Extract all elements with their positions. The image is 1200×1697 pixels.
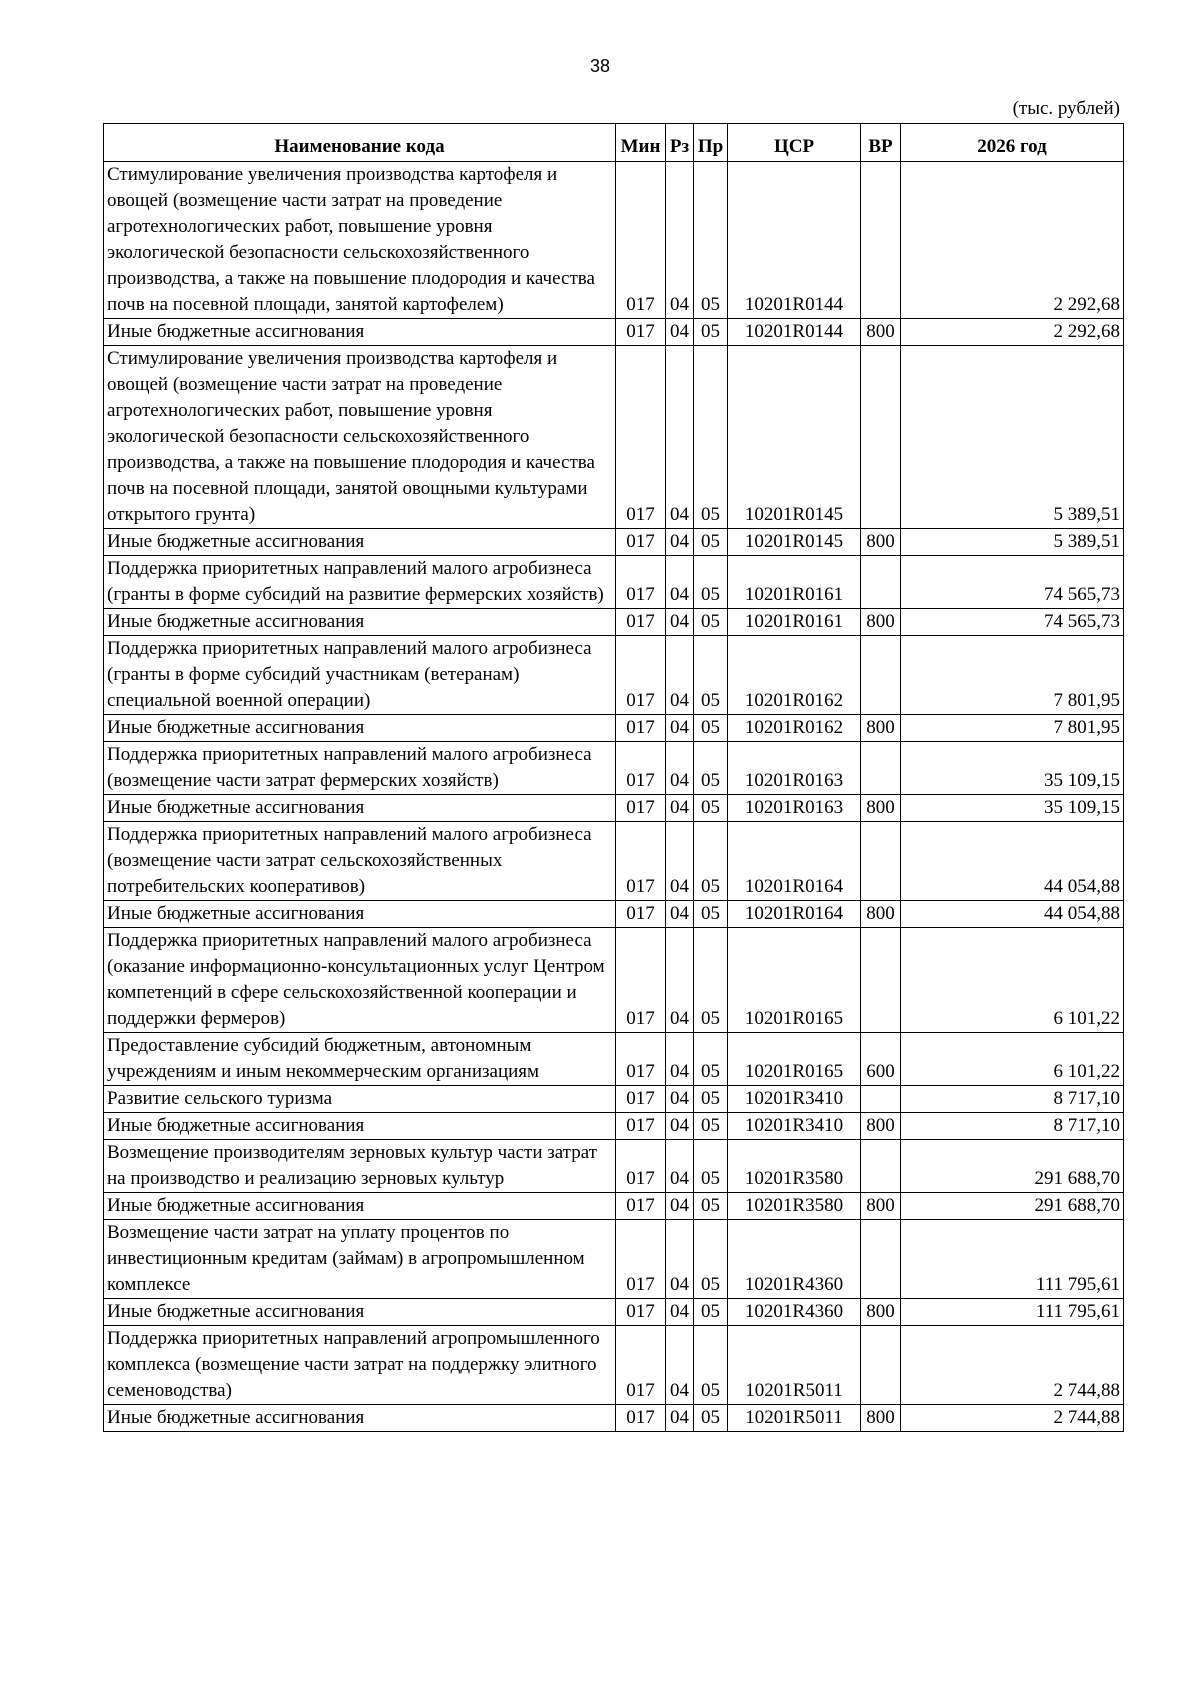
cell-min: 017 (616, 162, 666, 319)
cell-vr: 800 (861, 1405, 901, 1432)
table-row (104, 1140, 1124, 1193)
page-number: 38 (589, 56, 611, 76)
cell-vr: 800 (861, 319, 901, 346)
cell-amount: 111 795,61 (901, 1220, 1124, 1299)
table-row (104, 319, 1124, 346)
cell-csr: 10201R3580 (728, 1193, 861, 1220)
cell-vr (861, 928, 901, 1033)
cell-vr: 800 (861, 609, 901, 636)
cell-csr: 10201R0144 (728, 162, 861, 319)
cell-amount: 35 109,15 (901, 795, 1124, 822)
cell-rz: 04 (666, 1033, 694, 1086)
cell-name: Стимулирование увеличения производства картофеля и овощей (возмещение части затрат на проведение агротехнологических работ, повышение уровня экологической безопасности сельскохозяйственного производства, а также на повышение плодородия и качества почв на посевной площади, занятой картофелем) (104, 162, 616, 319)
table-header-row (104, 124, 1124, 162)
table-row (104, 1033, 1124, 1086)
cell-csr: 10201R0165 (728, 928, 861, 1033)
table-row (104, 1299, 1124, 1326)
cell-amount: 35 109,15 (901, 742, 1124, 795)
cell-vr (861, 346, 901, 529)
cell-min: 017 (616, 319, 666, 346)
header-pr: Пр (694, 124, 728, 162)
cell-csr: 10201R3410 (728, 1113, 861, 1140)
table-row (104, 795, 1124, 822)
cell-vr: 800 (861, 1299, 901, 1326)
cell-min: 017 (616, 1220, 666, 1299)
cell-min: 017 (616, 346, 666, 529)
cell-name: Поддержка приоритетных направлений малого агробизнеса (возмещение части затрат фермерских хозяйств) (104, 742, 616, 795)
cell-min: 017 (616, 1326, 666, 1405)
cell-rz: 04 (666, 822, 694, 901)
cell-vr (861, 636, 901, 715)
cell-csr: 10201R0161 (728, 556, 861, 609)
cell-pr: 05 (694, 1405, 728, 1432)
table-row (104, 742, 1124, 795)
cell-pr: 05 (694, 1140, 728, 1193)
cell-rz: 04 (666, 529, 694, 556)
cell-rz: 04 (666, 742, 694, 795)
cell-min: 017 (616, 928, 666, 1033)
cell-csr: 10201R4360 (728, 1220, 861, 1299)
cell-name: Иные бюджетные ассигнования (104, 901, 616, 928)
cell-pr: 05 (694, 162, 728, 319)
header-year: 2026 год (901, 124, 1124, 162)
cell-amount: 2 744,88 (901, 1405, 1124, 1432)
table-row (104, 636, 1124, 715)
cell-pr: 05 (694, 822, 728, 901)
cell-rz: 04 (666, 928, 694, 1033)
cell-csr: 10201R4360 (728, 1299, 861, 1326)
table-row (104, 1220, 1124, 1299)
cell-rz: 04 (666, 1326, 694, 1405)
cell-pr: 05 (694, 529, 728, 556)
cell-min: 017 (616, 742, 666, 795)
cell-name: Возмещение производителям зерновых культур части затрат на производство и реализацию зерновых культур (104, 1140, 616, 1193)
cell-name: Поддержка приоритетных направлений малого агробизнеса (гранты в форме субсидий на развитие фермерских хозяйств) (104, 556, 616, 609)
cell-rz: 04 (666, 1140, 694, 1193)
header-vr: ВР (861, 124, 901, 162)
cell-vr (861, 162, 901, 319)
cell-rz: 04 (666, 1193, 694, 1220)
cell-pr: 05 (694, 609, 728, 636)
cell-name: Поддержка приоритетных направлений малого агробизнеса (возмещение части затрат сельскохозяйственных потребительских кооперативов) (104, 822, 616, 901)
cell-amount: 7 801,95 (901, 636, 1124, 715)
cell-pr: 05 (694, 1326, 728, 1405)
cell-rz: 04 (666, 346, 694, 529)
cell-pr: 05 (694, 742, 728, 795)
cell-pr: 05 (694, 346, 728, 529)
cell-name: Иные бюджетные ассигнования (104, 609, 616, 636)
cell-csr: 10201R3580 (728, 1140, 861, 1193)
cell-vr: 800 (861, 1113, 901, 1140)
cell-rz: 04 (666, 901, 694, 928)
cell-vr: 800 (861, 901, 901, 928)
table-row (104, 822, 1124, 901)
cell-csr: 10201R0163 (728, 795, 861, 822)
cell-vr (861, 1220, 901, 1299)
cell-vr (861, 1326, 901, 1405)
cell-vr (861, 822, 901, 901)
cell-rz: 04 (666, 636, 694, 715)
cell-pr: 05 (694, 1193, 728, 1220)
cell-vr: 800 (861, 1193, 901, 1220)
table-body (104, 162, 1124, 1432)
cell-rz: 04 (666, 795, 694, 822)
cell-csr: 10201R5011 (728, 1405, 861, 1432)
table-row (104, 1326, 1124, 1405)
cell-pr: 05 (694, 1033, 728, 1086)
cell-rz: 04 (666, 609, 694, 636)
cell-rz: 04 (666, 1113, 694, 1140)
cell-vr: 800 (861, 529, 901, 556)
cell-vr (861, 556, 901, 609)
cell-name: Иные бюджетные ассигнования (104, 715, 616, 742)
table-row (104, 901, 1124, 928)
cell-amount: 44 054,88 (901, 822, 1124, 901)
table-row (104, 1193, 1124, 1220)
cell-rz: 04 (666, 1086, 694, 1113)
cell-amount: 291 688,70 (901, 1140, 1124, 1193)
cell-rz: 04 (666, 1405, 694, 1432)
cell-name: Иные бюджетные ассигнования (104, 319, 616, 346)
cell-min: 017 (616, 901, 666, 928)
table-row (104, 1405, 1124, 1432)
cell-min: 017 (616, 556, 666, 609)
cell-csr: 10201R5011 (728, 1326, 861, 1405)
cell-pr: 05 (694, 1113, 728, 1140)
cell-amount: 2 292,68 (901, 162, 1124, 319)
table-row (104, 1086, 1124, 1113)
cell-min: 017 (616, 1033, 666, 1086)
cell-name: Стимулирование увеличения производства картофеля и овощей (возмещение части затрат на проведение агротехнологических работ, повышение уровня экологической безопасности сельскохозяйственного производства, а также на повышение плодородия и качества почв на посевной площади, занятой овощными культурами открытого грунта) (104, 346, 616, 529)
cell-rz: 04 (666, 715, 694, 742)
cell-min: 017 (616, 1299, 666, 1326)
cell-vr: 600 (861, 1033, 901, 1086)
cell-min: 017 (616, 822, 666, 901)
cell-name: Иные бюджетные ассигнования (104, 1405, 616, 1432)
cell-min: 017 (616, 795, 666, 822)
cell-csr: 10201R0163 (728, 742, 861, 795)
cell-vr: 800 (861, 795, 901, 822)
cell-amount: 8 717,10 (901, 1086, 1124, 1113)
cell-vr (861, 1086, 901, 1113)
cell-name: Иные бюджетные ассигнования (104, 1113, 616, 1140)
cell-min: 017 (616, 1405, 666, 1432)
cell-pr: 05 (694, 715, 728, 742)
cell-rz: 04 (666, 1220, 694, 1299)
cell-amount: 44 054,88 (901, 901, 1124, 928)
cell-amount: 5 389,51 (901, 346, 1124, 529)
cell-name: Иные бюджетные ассигнования (104, 795, 616, 822)
cell-min: 017 (616, 529, 666, 556)
table-row (104, 346, 1124, 529)
cell-amount: 7 801,95 (901, 715, 1124, 742)
cell-csr: 10201R0145 (728, 529, 861, 556)
table-row (104, 162, 1124, 319)
cell-amount: 6 101,22 (901, 928, 1124, 1033)
cell-pr: 05 (694, 1220, 728, 1299)
cell-name: Поддержка приоритетных направлений агропромышленного комплекса (возмещение части затрат на поддержку элитного семеноводства) (104, 1326, 616, 1405)
table-row (104, 556, 1124, 609)
cell-min: 017 (616, 1086, 666, 1113)
cell-vr (861, 1140, 901, 1193)
table-row (104, 529, 1124, 556)
header-min: Мин (616, 124, 666, 162)
cell-name: Возмещение части затрат на уплату процентов по инвестиционным кредитам (займам) в агропромышленном комплексе (104, 1220, 616, 1299)
cell-name: Иные бюджетные ассигнования (104, 1299, 616, 1326)
cell-rz: 04 (666, 162, 694, 319)
budget-table (103, 123, 1124, 1432)
cell-name: Иные бюджетные ассигнования (104, 1193, 616, 1220)
cell-csr: 10201R0164 (728, 901, 861, 928)
cell-rz: 04 (666, 1299, 694, 1326)
cell-csr: 10201R0161 (728, 609, 861, 636)
header-rz: Рз (666, 124, 694, 162)
cell-csr: 10201R0165 (728, 1033, 861, 1086)
cell-name: Поддержка приоритетных направлений малого агробизнеса (оказание информационно-консультационных услуг Центром компетенций в сфере сельскохозяйственной кооперации и поддержки фермеров) (104, 928, 616, 1033)
cell-pr: 05 (694, 928, 728, 1033)
cell-pr: 05 (694, 636, 728, 715)
cell-amount: 291 688,70 (901, 1193, 1124, 1220)
cell-amount: 2 744,88 (901, 1326, 1124, 1405)
cell-min: 017 (616, 1193, 666, 1220)
cell-pr: 05 (694, 319, 728, 346)
cell-min: 017 (616, 609, 666, 636)
cell-csr: 10201R0145 (728, 346, 861, 529)
cell-pr: 05 (694, 1086, 728, 1113)
cell-rz: 04 (666, 556, 694, 609)
cell-csr: 10201R0162 (728, 715, 861, 742)
cell-name: Поддержка приоритетных направлений малого агробизнеса (гранты в форме субсидий участникам (ветеранам) специальной военной операции) (104, 636, 616, 715)
cell-pr: 05 (694, 795, 728, 822)
cell-min: 017 (616, 715, 666, 742)
header-csr: ЦСР (728, 124, 861, 162)
cell-pr: 05 (694, 901, 728, 928)
cell-rz: 04 (666, 319, 694, 346)
cell-amount: 111 795,61 (901, 1299, 1124, 1326)
cell-min: 017 (616, 1113, 666, 1140)
cell-csr: 10201R0144 (728, 319, 861, 346)
cell-amount: 2 292,68 (901, 319, 1124, 346)
cell-name: Предоставление субсидий бюджетным, автономным учреждениям и иным некоммерческим организациям (104, 1033, 616, 1086)
table-row (104, 715, 1124, 742)
table-row (104, 609, 1124, 636)
cell-pr: 05 (694, 556, 728, 609)
cell-name: Иные бюджетные ассигнования (104, 529, 616, 556)
cell-name: Развитие сельского туризма (104, 1086, 616, 1113)
table-row (104, 1113, 1124, 1140)
cell-csr: 10201R3410 (728, 1086, 861, 1113)
cell-csr: 10201R0162 (728, 636, 861, 715)
header-name: Наименование кода (104, 124, 616, 162)
cell-min: 017 (616, 636, 666, 715)
cell-amount: 74 565,73 (901, 609, 1124, 636)
cell-vr (861, 742, 901, 795)
cell-pr: 05 (694, 1299, 728, 1326)
cell-csr: 10201R0164 (728, 822, 861, 901)
cell-min: 017 (616, 1140, 666, 1193)
cell-amount: 8 717,10 (901, 1113, 1124, 1140)
cell-vr: 800 (861, 715, 901, 742)
table-row (104, 928, 1124, 1033)
cell-amount: 74 565,73 (901, 556, 1124, 609)
units-label: (тыс. рублей) (1012, 98, 1120, 119)
cell-amount: 6 101,22 (901, 1033, 1124, 1086)
cell-amount: 5 389,51 (901, 529, 1124, 556)
